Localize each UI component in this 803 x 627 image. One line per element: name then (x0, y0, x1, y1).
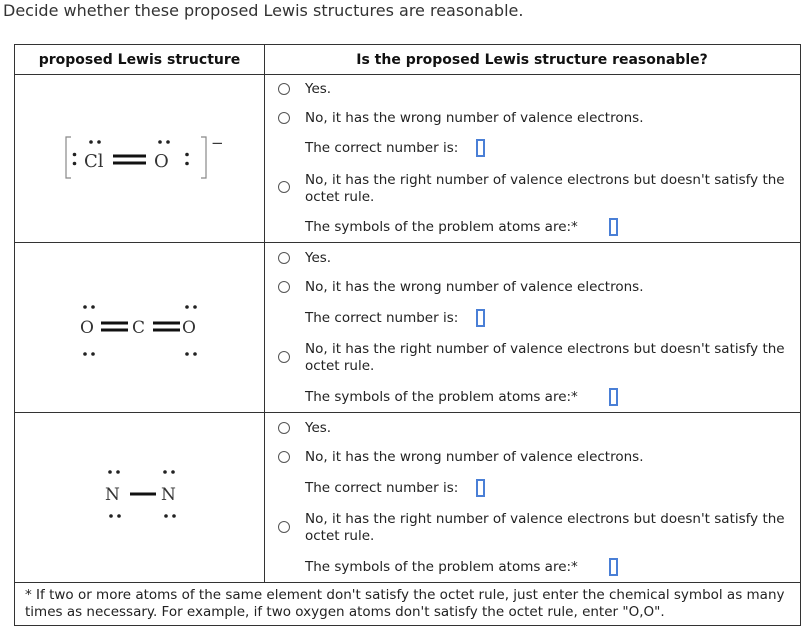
option-wrong-count-label: No, it has the wrong number of valence electrons. (305, 279, 644, 295)
atom-o: O (154, 151, 169, 172)
atom-n-right: N (161, 485, 176, 505)
structure-oco (15, 243, 264, 412)
question-prompt: Decide whether these proposed Lewis structures are reasonable. (3, 1, 524, 20)
radio-row1-wrong-count[interactable] (278, 112, 290, 124)
option-octet-label (305, 172, 785, 206)
atom-c: C (132, 318, 146, 338)
header-proposed-structure: proposed Lewis structure (38, 52, 241, 68)
option-octet-line2: octet rule. (305, 358, 375, 374)
header-reasonable: Is the proposed Lewis structure reasonable? (356, 52, 708, 68)
structure-clo-minus (15, 75, 264, 242)
atom-o-right: O (182, 318, 196, 338)
option-wrong-count-label: No, it has the wrong number of valence electrons. (305, 449, 644, 465)
radio-row2-wrong-count[interactable] (278, 281, 290, 293)
option-wrong-count-label: No, it has the wrong number of valence electrons. (305, 110, 644, 126)
option-octet-label (305, 341, 785, 375)
charge-label: − (211, 134, 224, 152)
correct-number-input[interactable] (476, 479, 485, 497)
radio-row3-yes[interactable] (278, 422, 290, 434)
option-octet-line1: No, it has the right number of valence electrons but doesn't satisfy the (305, 511, 785, 527)
atom-o-left: O (80, 318, 94, 338)
problem-atoms-label: The symbols of the problem atoms are:* (305, 219, 578, 235)
radio-row2-octet[interactable] (278, 351, 290, 363)
footnote-divider (15, 582, 800, 583)
atom-n-left: N (105, 485, 120, 505)
option-octet-line2: octet rule. (305, 189, 375, 205)
problem-atoms-input[interactable] (609, 388, 618, 406)
structure-nn (15, 413, 264, 582)
correct-number-label: The correct number is: (305, 140, 459, 156)
lewis-structure-table (14, 44, 801, 626)
option-octet-line1: No, it has the right number of valence electrons but doesn't satisfy the (305, 172, 785, 188)
correct-number-label: The correct number is: (305, 480, 459, 496)
correct-number-input[interactable] (476, 309, 485, 327)
correct-number-label: The correct number is: (305, 310, 459, 326)
column-divider (264, 45, 265, 583)
right-bracket (201, 137, 206, 178)
option-octet-line1: No, it has the right number of valence electrons but doesn't satisfy the (305, 341, 785, 357)
radio-row2-yes[interactable] (278, 252, 290, 264)
problem-atoms-label: The symbols of the problem atoms are:* (305, 559, 578, 575)
footnote: * If two or more atoms of the same element don't satisfy the octet rule, just enter the chemical symbol as many times as necessary. For example, if two oxygen atoms don't satisfy the octet rule, enter "O,O". (25, 587, 785, 620)
radio-row1-yes[interactable] (278, 83, 290, 95)
correct-number-input[interactable] (476, 139, 485, 157)
option-yes-label: Yes. (305, 420, 332, 436)
problem-atoms-input[interactable] (609, 558, 618, 576)
option-yes-label: Yes. (305, 250, 332, 266)
atom-cl: Cl (84, 151, 104, 172)
radio-row3-octet[interactable] (278, 521, 290, 533)
radio-row1-octet[interactable] (278, 181, 290, 193)
problem-atoms-input[interactable] (609, 218, 618, 236)
option-octet-line2: octet rule. (305, 528, 375, 544)
problem-atoms-label: The symbols of the problem atoms are:* (305, 389, 578, 405)
left-bracket (66, 137, 71, 178)
option-yes-label: Yes. (305, 81, 332, 97)
option-octet-label (305, 511, 785, 545)
radio-row3-wrong-count[interactable] (278, 451, 290, 463)
